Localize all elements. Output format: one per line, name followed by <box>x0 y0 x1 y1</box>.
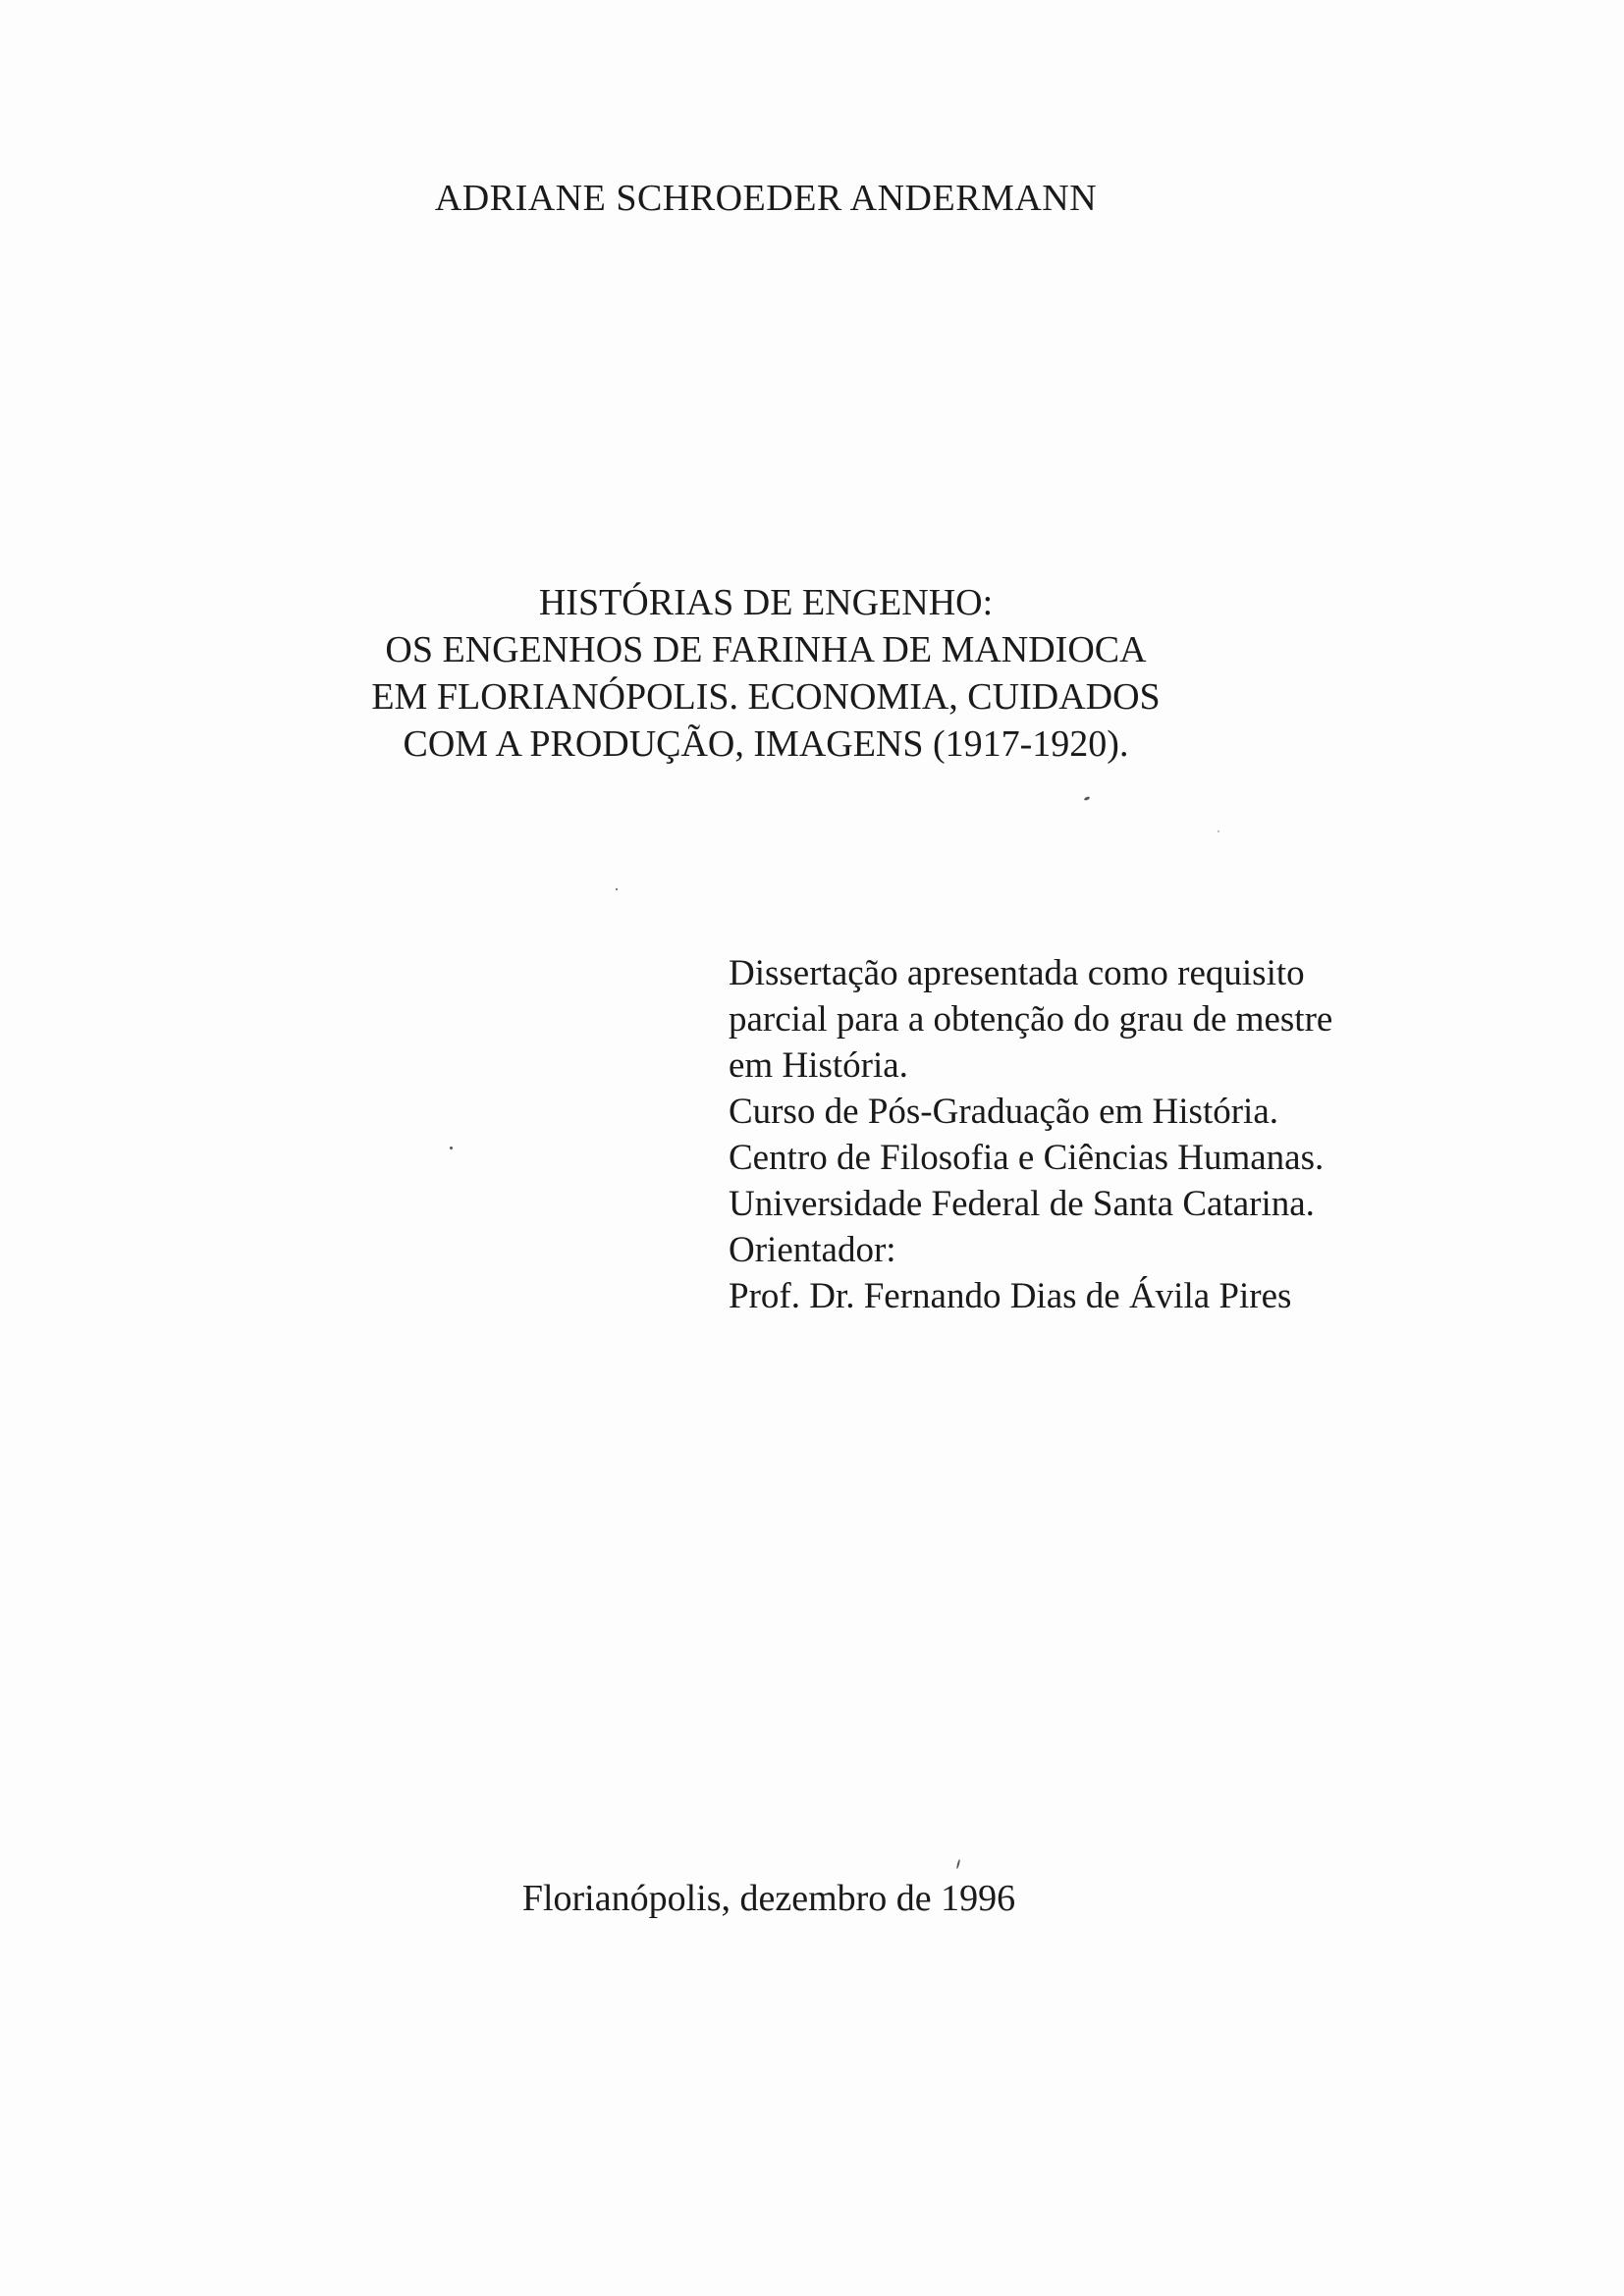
scan-speck <box>1218 830 1219 832</box>
scan-speck <box>956 1859 961 1869</box>
title-line: HISTÓRIAS DE ENGENHO: <box>538 582 994 623</box>
title-line: COM A PRODUÇÃO, IMAGENS (1917-1920). <box>403 723 1129 765</box>
scan-speck <box>1084 796 1091 801</box>
details-line: Universidade Federal de Santa Catarina. <box>729 1184 1315 1224</box>
details-line: em História. <box>729 1045 908 1086</box>
details-line: Curso de Pós-Graduação em História. <box>729 1092 1279 1132</box>
details-line: Prof. Dr. Fernando Dias de Ávila Pires <box>729 1276 1292 1316</box>
place-and-date: Florianópolis, dezembro de 1996 <box>521 1878 1016 1919</box>
details-line: Dissertação apresentada como requisito <box>729 953 1305 993</box>
scan-speck <box>616 888 618 890</box>
details-line: Orientador: <box>729 1230 896 1270</box>
dissertation-details <box>729 950 1475 1319</box>
title-line: OS ENGENHOS DE FARINHA DE MANDIOCA <box>385 629 1147 670</box>
title-line: EM FLORIANÓPOLIS. ECONOMIA, CUIDADOS <box>371 676 1161 718</box>
dissertation-title <box>0 579 1532 768</box>
details-line: Centro de Filosofia e Ciências Humanas. <box>729 1138 1325 1178</box>
scan-speck <box>450 1147 453 1149</box>
author-name: ADRIANE SCHROEDER ANDERMANN <box>434 178 1098 219</box>
details-line: parcial para a obtenção do grau de mestre <box>729 999 1333 1040</box>
